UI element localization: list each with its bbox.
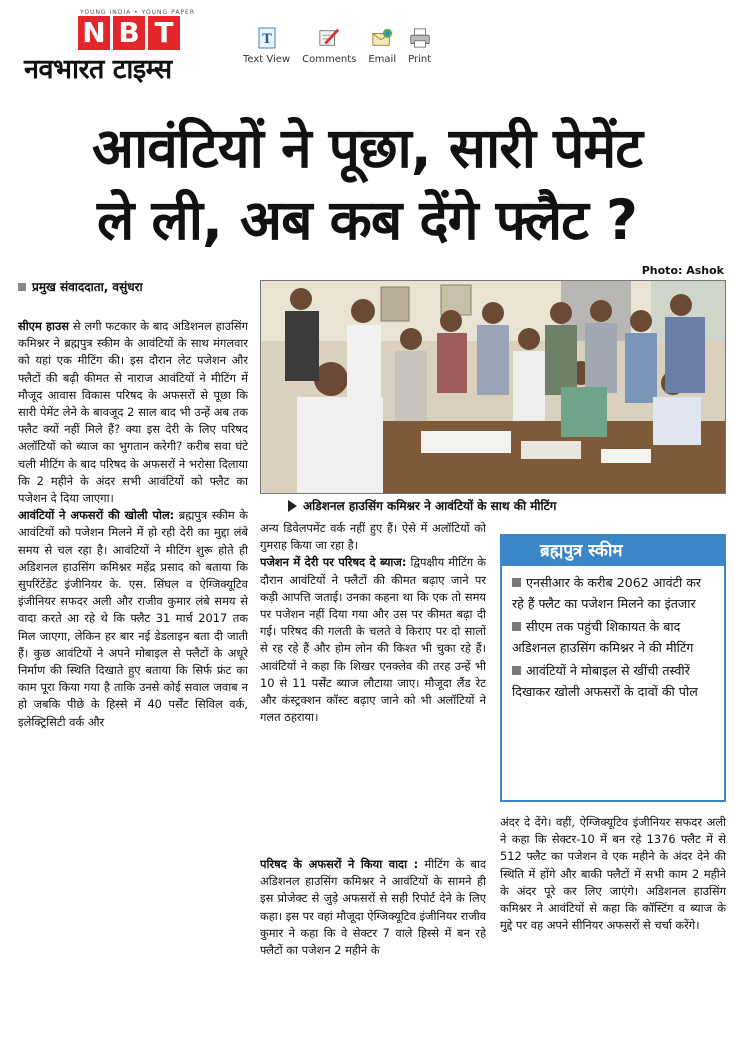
list-item [512,660,716,702]
list-item [512,572,716,614]
list-item-text: आवंटियों ने मोबाइल से खींची तस्वीरें दिखाकर खोली अफसरों के दावों की पोल [512,663,698,699]
comments-button[interactable] [302,26,356,65]
logo-letter-b: B [113,16,145,50]
bullet-square-icon [512,666,521,675]
article-column-1 [18,318,248,1040]
logo-letter-t: T [148,16,180,50]
article-column-2-bottom [260,856,486,1041]
comments-label: Comments [302,54,357,65]
text-view-button[interactable] [243,26,290,65]
list-item [512,616,716,658]
caption-text: अडिशनल हाउसिंग कमिश्नर ने आवंटियों के साथ की मीटिंग [303,499,557,513]
article-column-2 [260,520,486,850]
masthead [0,0,734,100]
subheading: आवंटियों ने अफसरों की खोली पोल: [18,508,175,523]
text-view-label: Text View [243,54,291,65]
article-column-3 [500,814,726,1040]
list-item-text: एनसीआर के करीब 2062 आवंटी कर रहे हैं फ्लैट का पजेशन मिलने का इंतजार [512,575,702,611]
paragraph-text: मीटिंग के बाद अडिशनल हाउसिंग कमिश्नर ने आवंटियों के सामने ही इस प्रोजेक्ट से जुड़े अफसरों से सही रिपोर्ट देने के लिए कहा। इस पर वहां मौजूदा ऐग्जिक्यूटिव इंजीनियर राजीव कुमार ने कहा कि वे सेक्टर 7 वाले हिस्से में बन रहे फ्लैटों का पजेशन 2 महीने के [260,857,486,958]
email-button[interactable] [368,26,396,65]
print-button[interactable] [408,26,431,65]
factbox-title: ब्रह्मपुत्र स्कीम [502,536,724,566]
nbt-logo[interactable] [78,16,180,50]
brand-name: नवभारत टाइम्स [24,54,172,85]
svg-text:T: T [261,32,272,47]
printer-icon [409,26,431,50]
byline-square-icon [18,283,26,291]
paragraph-development: अन्य डिवेलपमेंट वर्क नहीं हुए हैं। ऐसे में अलॉटियों को गुमराह किया जा रहा है। [260,521,486,553]
scheme-factbox [500,534,726,802]
headline-line-2: ले ली, अब कब देंगे फ्लैट ? [97,188,637,252]
paragraph-text: ब्रह्मपुत्र स्कीम के आवंटियों को पजेशन मिलने में हो रही देरी का मुद्दा लंबे समय से चल रहा है। आवंटियों ने मीटिंग शुरू होते ही अडिशनल हाउसिंग कमिश्नर महेंद्र प्रसाद को बताया कि सुपरिंटेंडेंट इंजीनियर के. एस. सिंघल व ऐग्जिक्यूटिव इंजीनियर सफदर अली और राजीव कुमार लंबे समय से वादा करते आ रहे थे कि फ्लैट 31 मार्च 2017 तक मिल जाएगा, लेकिन हर बार नई डेडलाइन बता दी जाती हैं। कुछ आवंटियों ने अपने मोबाइल से फ्लैटों के अधूरे निर्माण की स्थिति दिखाते हुए बताया कि सिर्फ फ्रंट का काम पूरा किया गया है ताकि उनसे कोई सवाल जवाब न हो जबकि पीछे के हिस्से में 40 पर्सेंट सिविल वर्क, इलेक्ट्रिसिटी वर्क और [18,508,248,729]
bullet-square-icon [512,578,521,587]
byline-text: प्रमुख संवाददाता, वसुंधरा [32,280,143,294]
print-label: Print [408,54,432,65]
lead-text: सीएम हाउस [18,319,69,333]
byline [18,278,143,295]
paragraph-intro [18,318,248,507]
photo-caption [260,497,726,514]
paragraph-promise [260,856,486,959]
text-document-icon [256,26,278,50]
paragraph-text: से लगी फटकार के बाद अडिशनल हाउसिंग कमिश्नर ने ब्रह्मपुत्र स्कीम के आवंटियों के साथ मंगलवार को यहां एक मीटिंग की। इस दौरान लेट पजेशन और फ्लैटों की बढ़ी कीमत से नाराज आवंटियों ने मीटिंग में मौजूद आवास विकास परिषद के अफसरों से पूछा कि सारी पेमेंट लेने के बावजूद 2 साल बाद भी उन्हें अब तक फ्लैट क्यों नहीं मिले हैं? क्या इस देरी के लिए परिषद अलॉटियों को ब्याज का भुगतान करेगी? करीब सवा घंटे चली मीटिंग के बाद परिषद के अफसरों ने भरोसा दिलाया कि 2 महीने के अंदर सभी आवंटियों को फ्लैट का पजेशन दे दिया जाएगा। [18,319,248,506]
paragraph-interest [260,554,486,726]
photo-credit: Photo: Ashok [641,264,724,277]
meeting-photo-image [261,281,726,494]
list-item-text: सीएम तक पहुंची शिकायत के बाद अडिशनल हाउसिंग कमिश्नर ने की मीटिंग [512,619,694,655]
subheading: पजेशन में देरी पर परिषद दे ब्याज: [260,555,407,570]
paragraph-allottees [18,507,248,731]
bullet-square-icon [512,622,521,631]
comment-pencil-icon [318,26,340,50]
article-toolbar [243,26,443,65]
logo-letter-n: N [78,16,110,50]
caption-arrow-icon [288,500,297,512]
article-headline [0,112,734,256]
email-label: Email [368,54,397,65]
brand-tagline: YOUNG INDIA • YOUNG PAPER [80,9,196,16]
headline-line-1: आवंटियों ने पूछा, सारी पेमेंट [92,116,642,180]
email-icon [371,26,393,50]
meeting-photo [260,280,726,494]
paragraph-sectors: अंदर दे देंगे। वहीं, ऐग्जिक्यूटिव इंजीनियर सफदर अली ने कहा कि सेक्टर-10 में बन रहे 1376 फ्लैट में से 512 फ्लैट का पजेशन वे एक महीने के अंदर देने की स्थिति में होंगे और बाकी फ्लैटों में सभी काम 2 महीने के अंदर पूरे कर लिए जाएंगे। अडिशनल हाउसिंग कमिश्नर ने आवंटियों से कहा कि कॉस्टिंग व ब्याज के मुद्दे पर वह अपने सीनियर अफसरों से चर्चा करेंगे। [500,815,726,933]
subheading: परिषद के अफसरों ने किया वादा : [260,857,419,871]
paragraph-text: द्विपक्षीय मीटिंग के दौरान आवंटियों ने फ्लैटों की कीमत बढ़ाए जाने पर कड़ी आपत्ति जताई। उनका कहना था कि एक तो समय पर पजेशन नहीं दिया गया और उस पर कीमत बढ़ा दी गई। परिषद की गलती के चलते वे किराए पर दो सालों से रह रहे हैं और होम लोन की किश्त भी चुका रहे हैं। आवंटियों ने कहा कि शिखर एनक्लेव की तरह उन्हें भी 10 से 11 पर्सेंट ब्याज लौटाया जाए। मौजूदा लैंड रेट और कंस्ट्रक्शन कॉस्ट बढ़ाए जाने को भी अलॉटियों ने गलत ठहराया। [260,555,486,725]
factbox-list [502,566,724,702]
